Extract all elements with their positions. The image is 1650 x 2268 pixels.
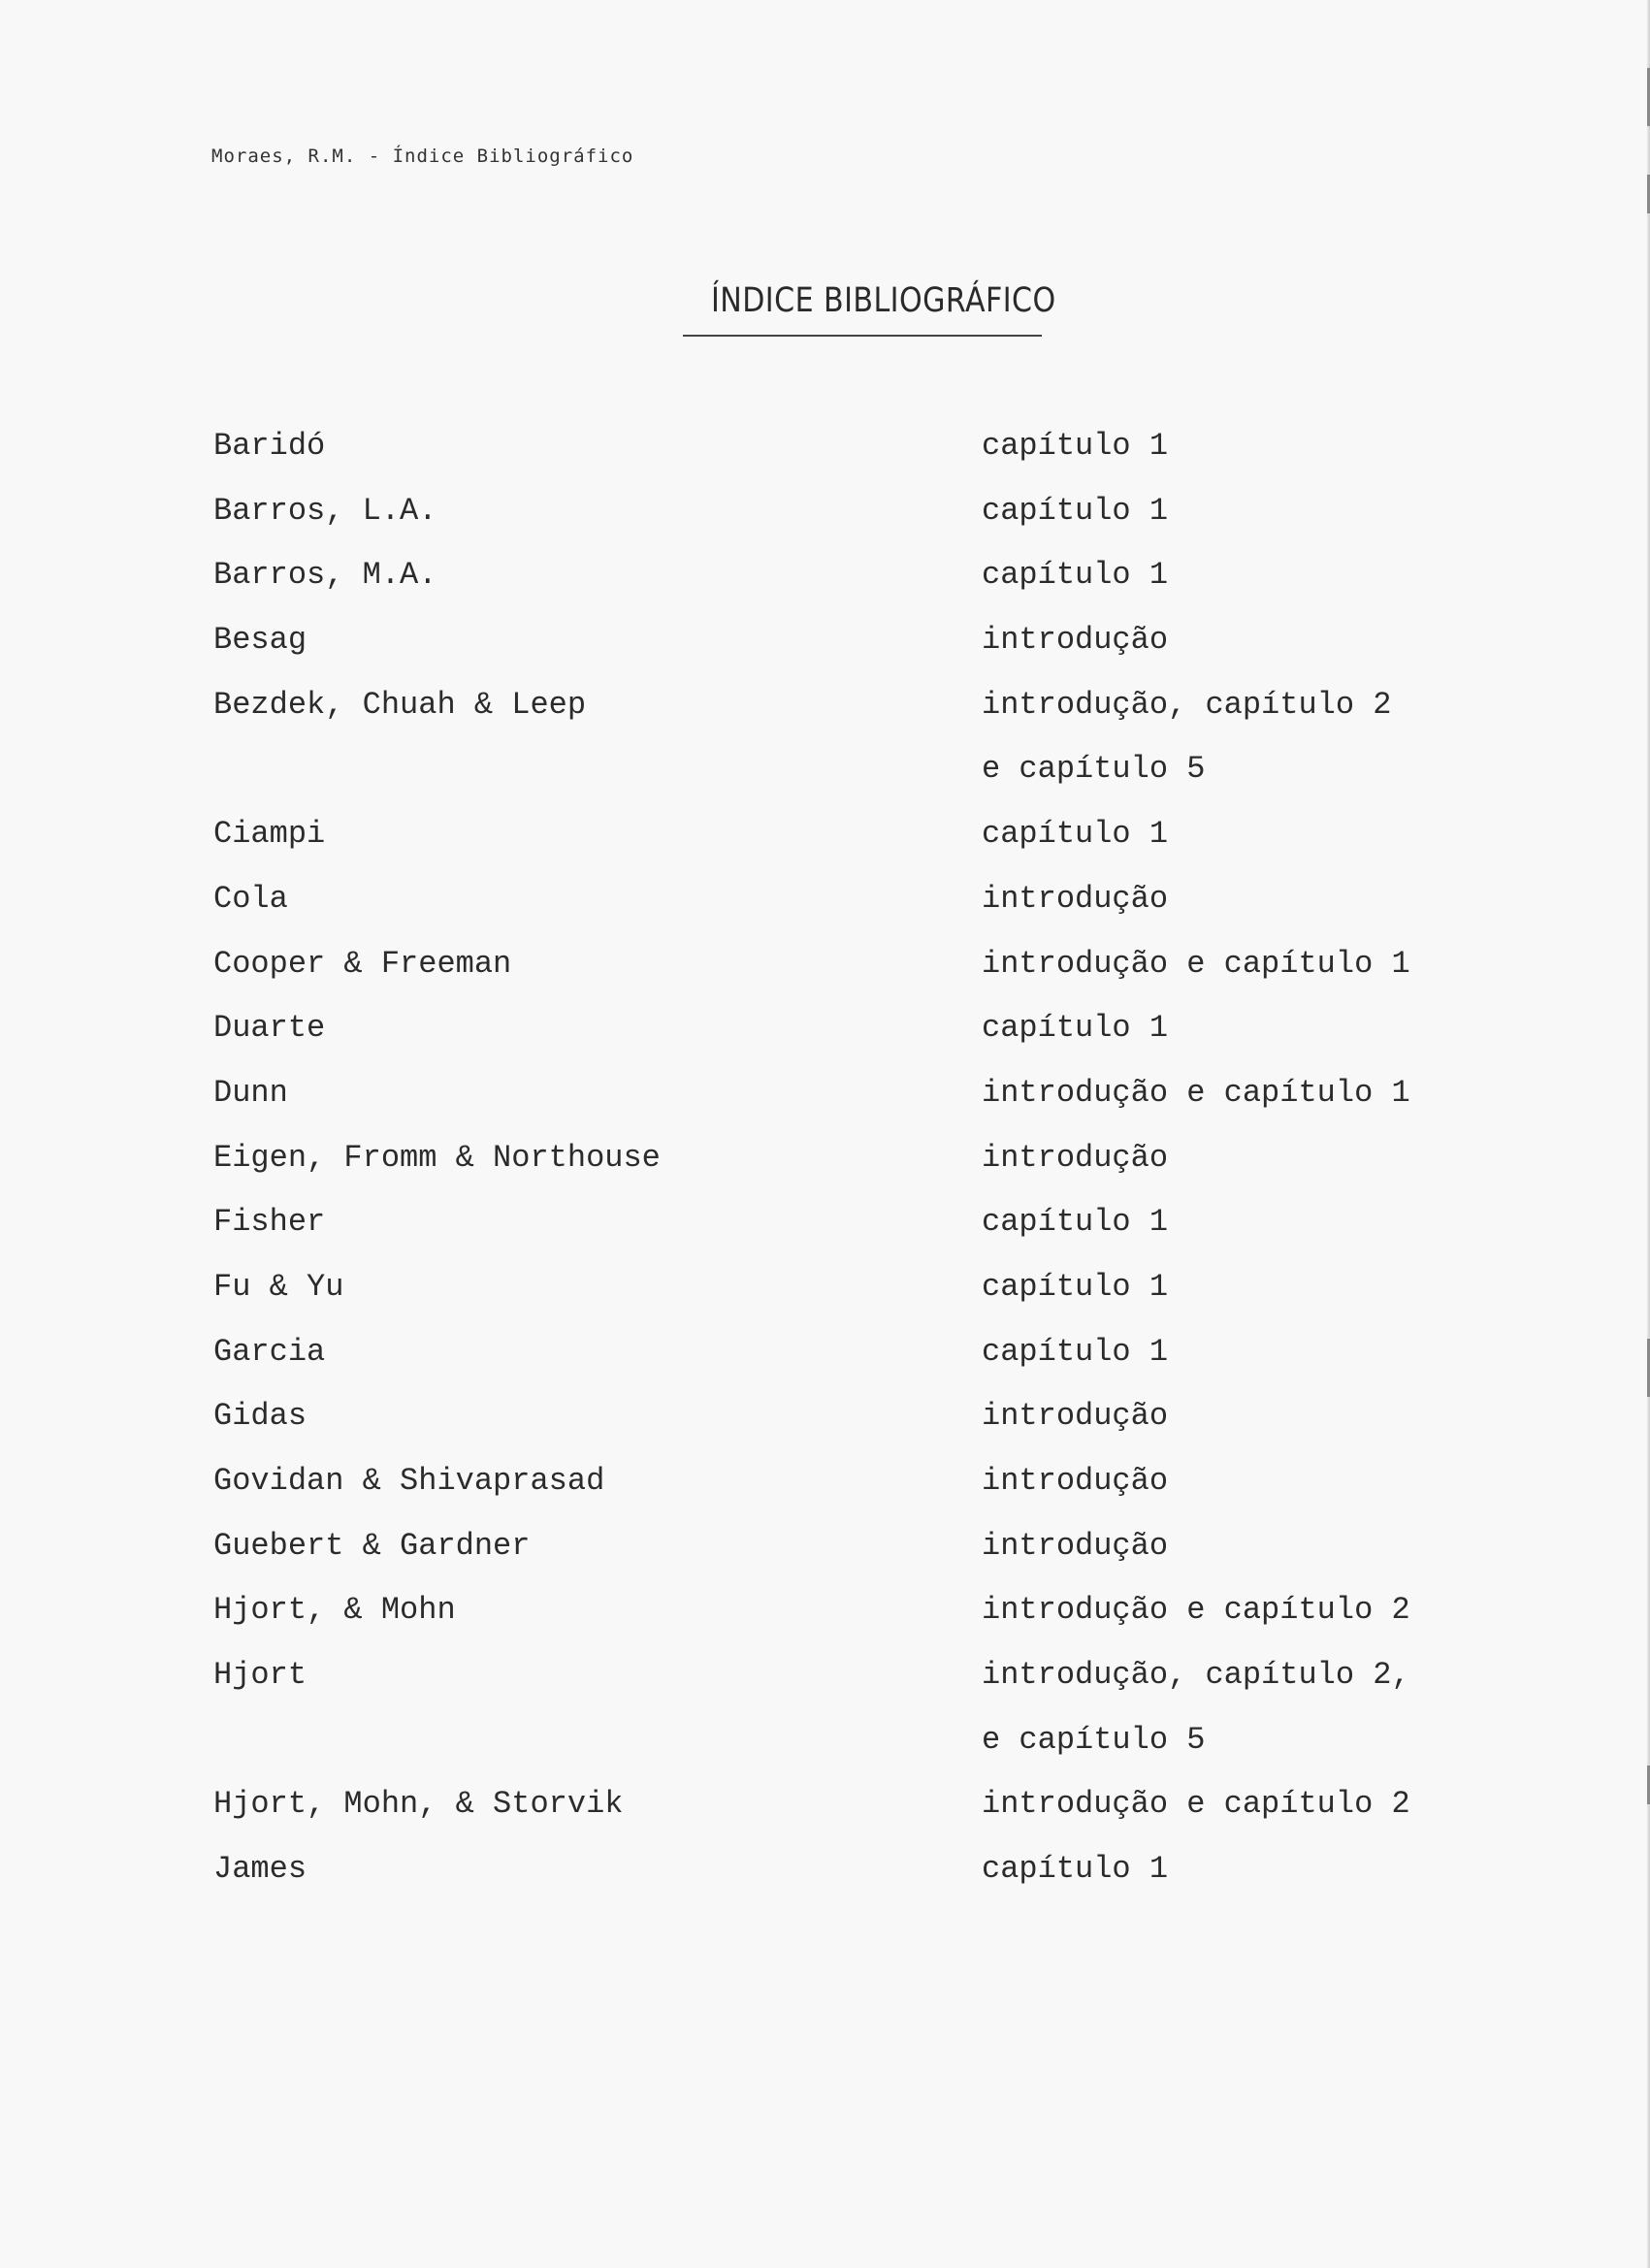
index-row: [213, 1268, 1474, 1333]
chapter-reference: capítulo 1: [982, 1204, 1169, 1241]
chapter-reference: introdução e capítulo 1: [982, 945, 1410, 982]
chapter-reference: capítulo 1: [982, 492, 1169, 529]
index-row-continuation: [213, 1721, 1474, 1786]
chapter-reference: introdução: [982, 880, 1169, 917]
index-row: [213, 1333, 1474, 1398]
chapter-reference: introdução: [982, 1139, 1169, 1176]
index-row: [213, 1656, 1474, 1721]
chapter-reference: capítulo 1: [982, 428, 1169, 464]
index-row-continuation: [213, 750, 1474, 815]
index-row: [213, 492, 1474, 557]
chapter-reference: capítulo 1: [982, 1851, 1169, 1888]
page-title: ÍNDICE BIBLIOGRÁFICO: [710, 281, 1056, 320]
chapter-reference: capítulo 1: [982, 1333, 1169, 1370]
chapter-reference: introdução e capítulo 1: [982, 1074, 1410, 1111]
chapter-reference: introdução: [982, 1398, 1169, 1435]
index-row: [213, 945, 1474, 1010]
author-name: Govidan & Shivaprasad: [213, 1463, 605, 1499]
author-name: Cola: [213, 880, 288, 917]
author-name: Barros, M.A.: [213, 557, 437, 594]
bibliography-index: [213, 427, 1474, 1915]
chapter-reference: introdução: [982, 1527, 1169, 1564]
author-name: Guebert & Gardner: [213, 1527, 531, 1564]
title-underline: [683, 335, 1042, 337]
author-name: Hjort: [213, 1657, 307, 1694]
author-name: Baridó: [213, 428, 326, 464]
index-row: [213, 1397, 1474, 1462]
index-row: [213, 1074, 1474, 1139]
index-row: [213, 621, 1474, 686]
author-name: Garcia: [213, 1333, 326, 1370]
author-name: Dunn: [213, 1074, 288, 1111]
chapter-reference: capítulo 1: [982, 816, 1169, 853]
chapter-reference: capítulo 1: [982, 1268, 1169, 1305]
author-name: Eigen, Fromm & Northouse: [213, 1139, 661, 1176]
author-name: Hjort, Mohn, & Storvik: [213, 1786, 624, 1823]
author-name: Gidas: [213, 1398, 307, 1435]
running-header: Moraes, R.M. - Índice Bibliográfico: [211, 146, 634, 167]
chapter-reference: introdução e capítulo 2: [982, 1592, 1410, 1629]
author-name: James: [213, 1851, 307, 1888]
index-row: [213, 1139, 1474, 1204]
chapter-reference: e capítulo 5: [982, 751, 1206, 788]
index-row: [213, 1591, 1474, 1656]
chapter-reference: e capítulo 5: [982, 1721, 1206, 1758]
chapter-reference: introdução, capítulo 2: [982, 686, 1392, 723]
index-row: [213, 1203, 1474, 1268]
chapter-reference: introdução, capítulo 2,: [982, 1657, 1410, 1694]
page-title-wrap: [683, 281, 1056, 320]
index-row: [213, 1009, 1474, 1074]
index-row: [213, 815, 1474, 880]
author-name: Cooper & Freeman: [213, 945, 512, 982]
chapter-reference: introdução: [982, 622, 1169, 659]
index-row: [213, 686, 1474, 751]
chapter-reference: capítulo 1: [982, 557, 1169, 594]
index-row: [213, 556, 1474, 621]
index-row: [213, 1850, 1474, 1915]
index-row: [213, 1462, 1474, 1527]
author-name: Barros, L.A.: [213, 492, 437, 529]
author-name: Hjort, & Mohn: [213, 1592, 456, 1629]
index-row: [213, 880, 1474, 945]
author-name: Fisher: [213, 1204, 326, 1241]
author-name: Duarte: [213, 1010, 326, 1047]
author-name: Bezdek, Chuah & Leep: [213, 686, 587, 723]
author-name: Ciampi: [213, 816, 326, 853]
chapter-reference: introdução e capítulo 2: [982, 1786, 1410, 1823]
author-name: Fu & Yu: [213, 1268, 344, 1305]
index-row: [213, 1527, 1474, 1592]
author-name: Besag: [213, 622, 307, 659]
chapter-reference: introdução: [982, 1463, 1169, 1499]
chapter-reference: capítulo 1: [982, 1010, 1169, 1047]
index-row: [213, 427, 1474, 492]
index-row: [213, 1785, 1474, 1850]
